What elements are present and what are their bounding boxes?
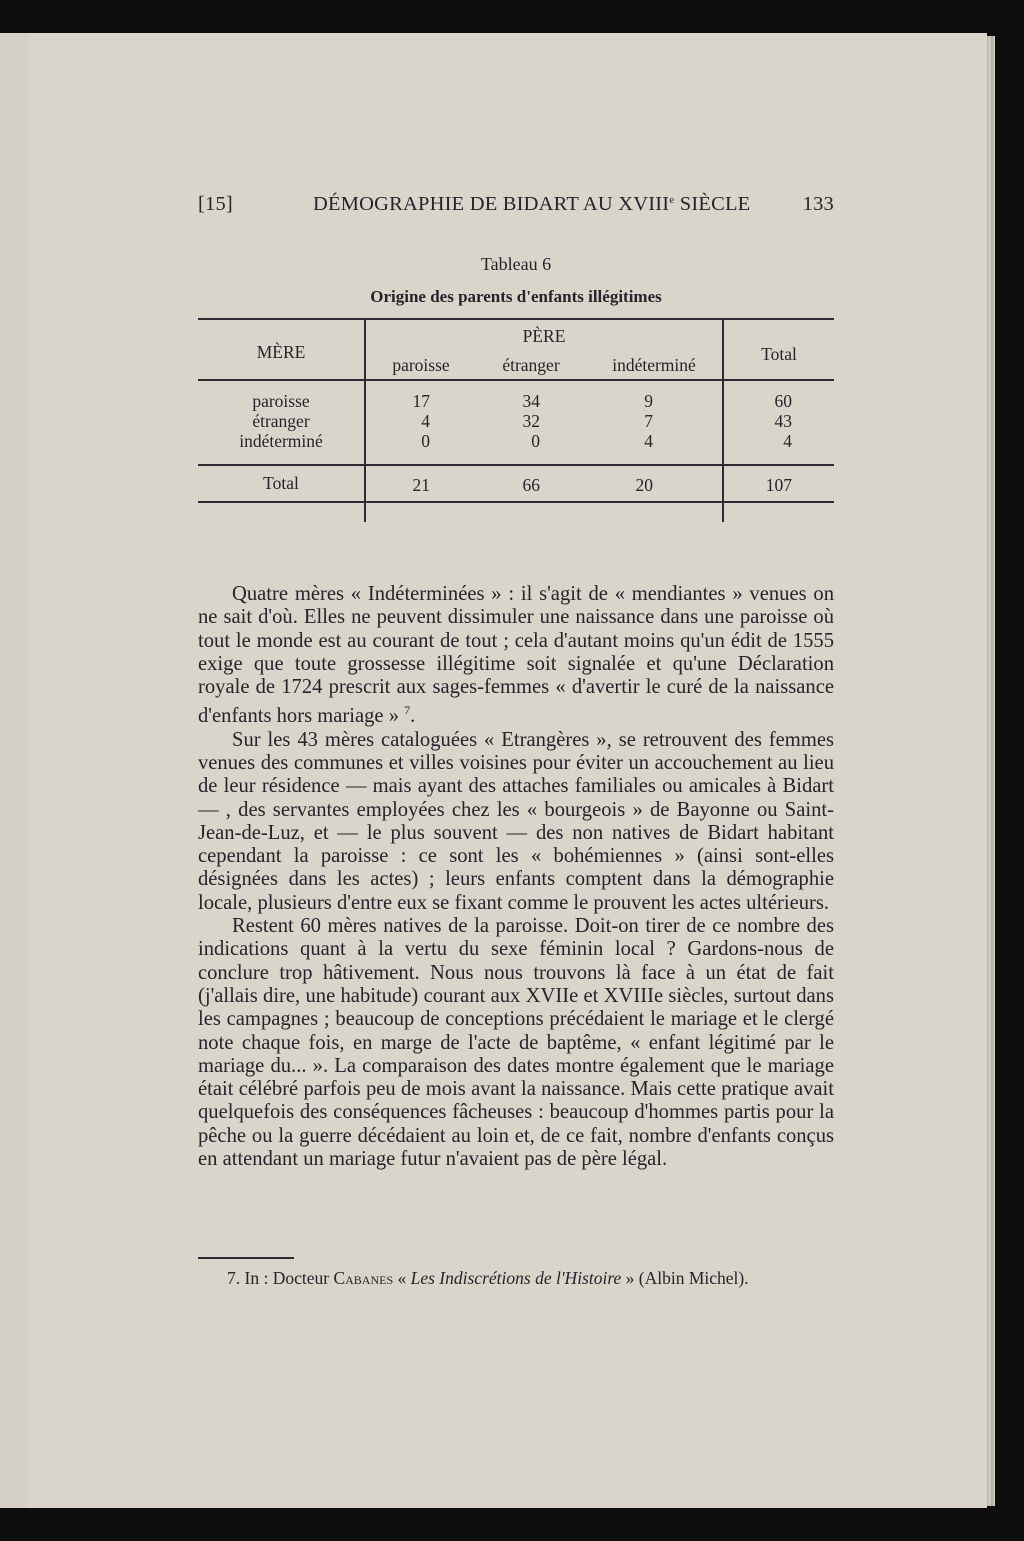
running-title-main: DÉMOGRAPHIE DE BIDART AU XVIII — [313, 193, 670, 215]
row-label: étranger — [252, 411, 310, 431]
column-total: 21 — [412, 475, 430, 495]
row-label: paroisse — [252, 391, 310, 411]
table-cell: 0 — [421, 431, 430, 451]
paragraph — [198, 583, 834, 729]
table-cell: 17 — [412, 391, 430, 411]
footnote-publisher: (Albin Michel). — [638, 1268, 749, 1288]
running-header — [198, 193, 834, 223]
paragraph: Restent 60 mères natives de la paroisse. Doit-on tirer de ce nombre des indications quant à la vertu du sexe féminin local ? Gardons-nous de conclure trop hâtivement. Nous nous trouvons là face à un état de fait (j'allais dire, une habitude) courant aux XVIIe et XVIIIe siècles, surtout dans les campagnes ; beaucoup de conceptions précédaient le mariage et le clergé note chaque fois, en marge de l'acte de baptême, « enfant légitimé par le mariage du... ». La comparaison des dates montre également que le mariage était célébré parfois peu de mois avant la naissance. Mais cette pratique avait quelquefois des conséquences fâcheuses : beaucoup d'hommes partis pour la pêche ou la guerre décédaient au loin et, de ce fait, nombre d'enfants conçus en attendant un mariage futur n'avaient pas de père légal. — [198, 915, 834, 1170]
table-rule-header — [198, 379, 834, 381]
footnote-quote-open: « — [393, 1268, 411, 1288]
column-header-mere: MÈRE — [256, 342, 306, 362]
footnote-separator — [198, 1257, 294, 1259]
footnote-work-title: Les Indiscrétions de l'Histoire — [410, 1268, 622, 1288]
running-title — [313, 193, 750, 216]
footnote-prefix: In : Docteur — [240, 1268, 334, 1288]
table-cell: 9 — [644, 391, 653, 411]
section-number: [15] — [198, 193, 233, 215]
column-group-pere: PÈRE — [522, 326, 566, 346]
totals-row-label: Total — [263, 473, 299, 493]
running-title-suffix: SIÈCLE — [674, 193, 751, 215]
column-header-total: Total — [761, 344, 797, 364]
table-rule-top — [198, 318, 834, 320]
running-title-superscript: e — [669, 194, 675, 206]
row-total: 43 — [774, 411, 792, 431]
table-rule-body — [198, 464, 834, 466]
paragraph-text: Quatre mères « Indéterminées » : il s'agit de « mendiantes » venues on ne sait d'où. Elles ne peuvent dissimuler une naissance dans une paroisse où tout le monde est au courant de tout ; cela d'autant moins qu'un édit de 1555 exige que toute grossesse illégitime soit signalée et qu'une Déclaration royale de 1724 prescrit aux sages-femmes « d'avertir le curé de la naissance d'enfants hors mariage » — [198, 583, 834, 728]
body-text — [198, 583, 834, 1171]
column-header-paroisse: paroisse — [392, 355, 450, 375]
facing-page-edge — [0, 33, 28, 1508]
table-cell: 0 — [531, 431, 540, 451]
table-cell: 4 — [644, 431, 653, 451]
column-header-indetermine: indéterminé — [612, 355, 696, 375]
footnote-reference[interactable]: 7 — [404, 703, 411, 718]
row-total: 60 — [774, 391, 792, 411]
table-caption: Tableau 6 — [480, 254, 552, 274]
page-number: 133 — [802, 193, 834, 215]
footnote-number: 7. — [227, 1268, 241, 1288]
column-total: 20 — [635, 475, 653, 495]
column-header-etranger: étranger — [502, 355, 560, 375]
table-cell: 7 — [644, 411, 653, 431]
footnote-quote-close: » — [621, 1268, 639, 1288]
table-cell: 32 — [522, 411, 540, 431]
column-total: 66 — [522, 475, 540, 495]
paragraph: Sur les 43 mères cataloguées « Etrangères », se retrouvent des femmes venues des communes et villes voisines pour éviter un accouchement au lieu de leur résidence — mais ayant des attaches familiales ou amicales à Bidart — , des servantes employées chez les « bourgeois » de Bayonne ou Saint-Jean-de-Luz, et — le plus souvent — des non natives de Bidart habitant cependant la paroisse : ce sont les « bohémiennes » (ainsi sont-elles désignées dans les actes) ; leurs enfants comptent dans la démographie locale, plusieurs d'entre eux se fixant comme le prouvent les actes ultérieurs. — [198, 728, 834, 914]
table-rule-bottom — [198, 501, 834, 503]
table-cell: 34 — [522, 391, 540, 411]
grand-total: 107 — [765, 475, 792, 495]
footnote — [227, 1268, 749, 1289]
page-stack-edge — [987, 36, 995, 1506]
row-label: indéterminé — [239, 431, 323, 451]
table-cell: 4 — [421, 411, 430, 431]
table-title: Origine des parents d'enfants illégitimes — [370, 287, 662, 306]
data-table — [198, 318, 834, 523]
footnote-author: Cabanes — [333, 1268, 394, 1288]
paragraph-end: . — [410, 705, 416, 728]
row-total: 4 — [783, 431, 792, 451]
